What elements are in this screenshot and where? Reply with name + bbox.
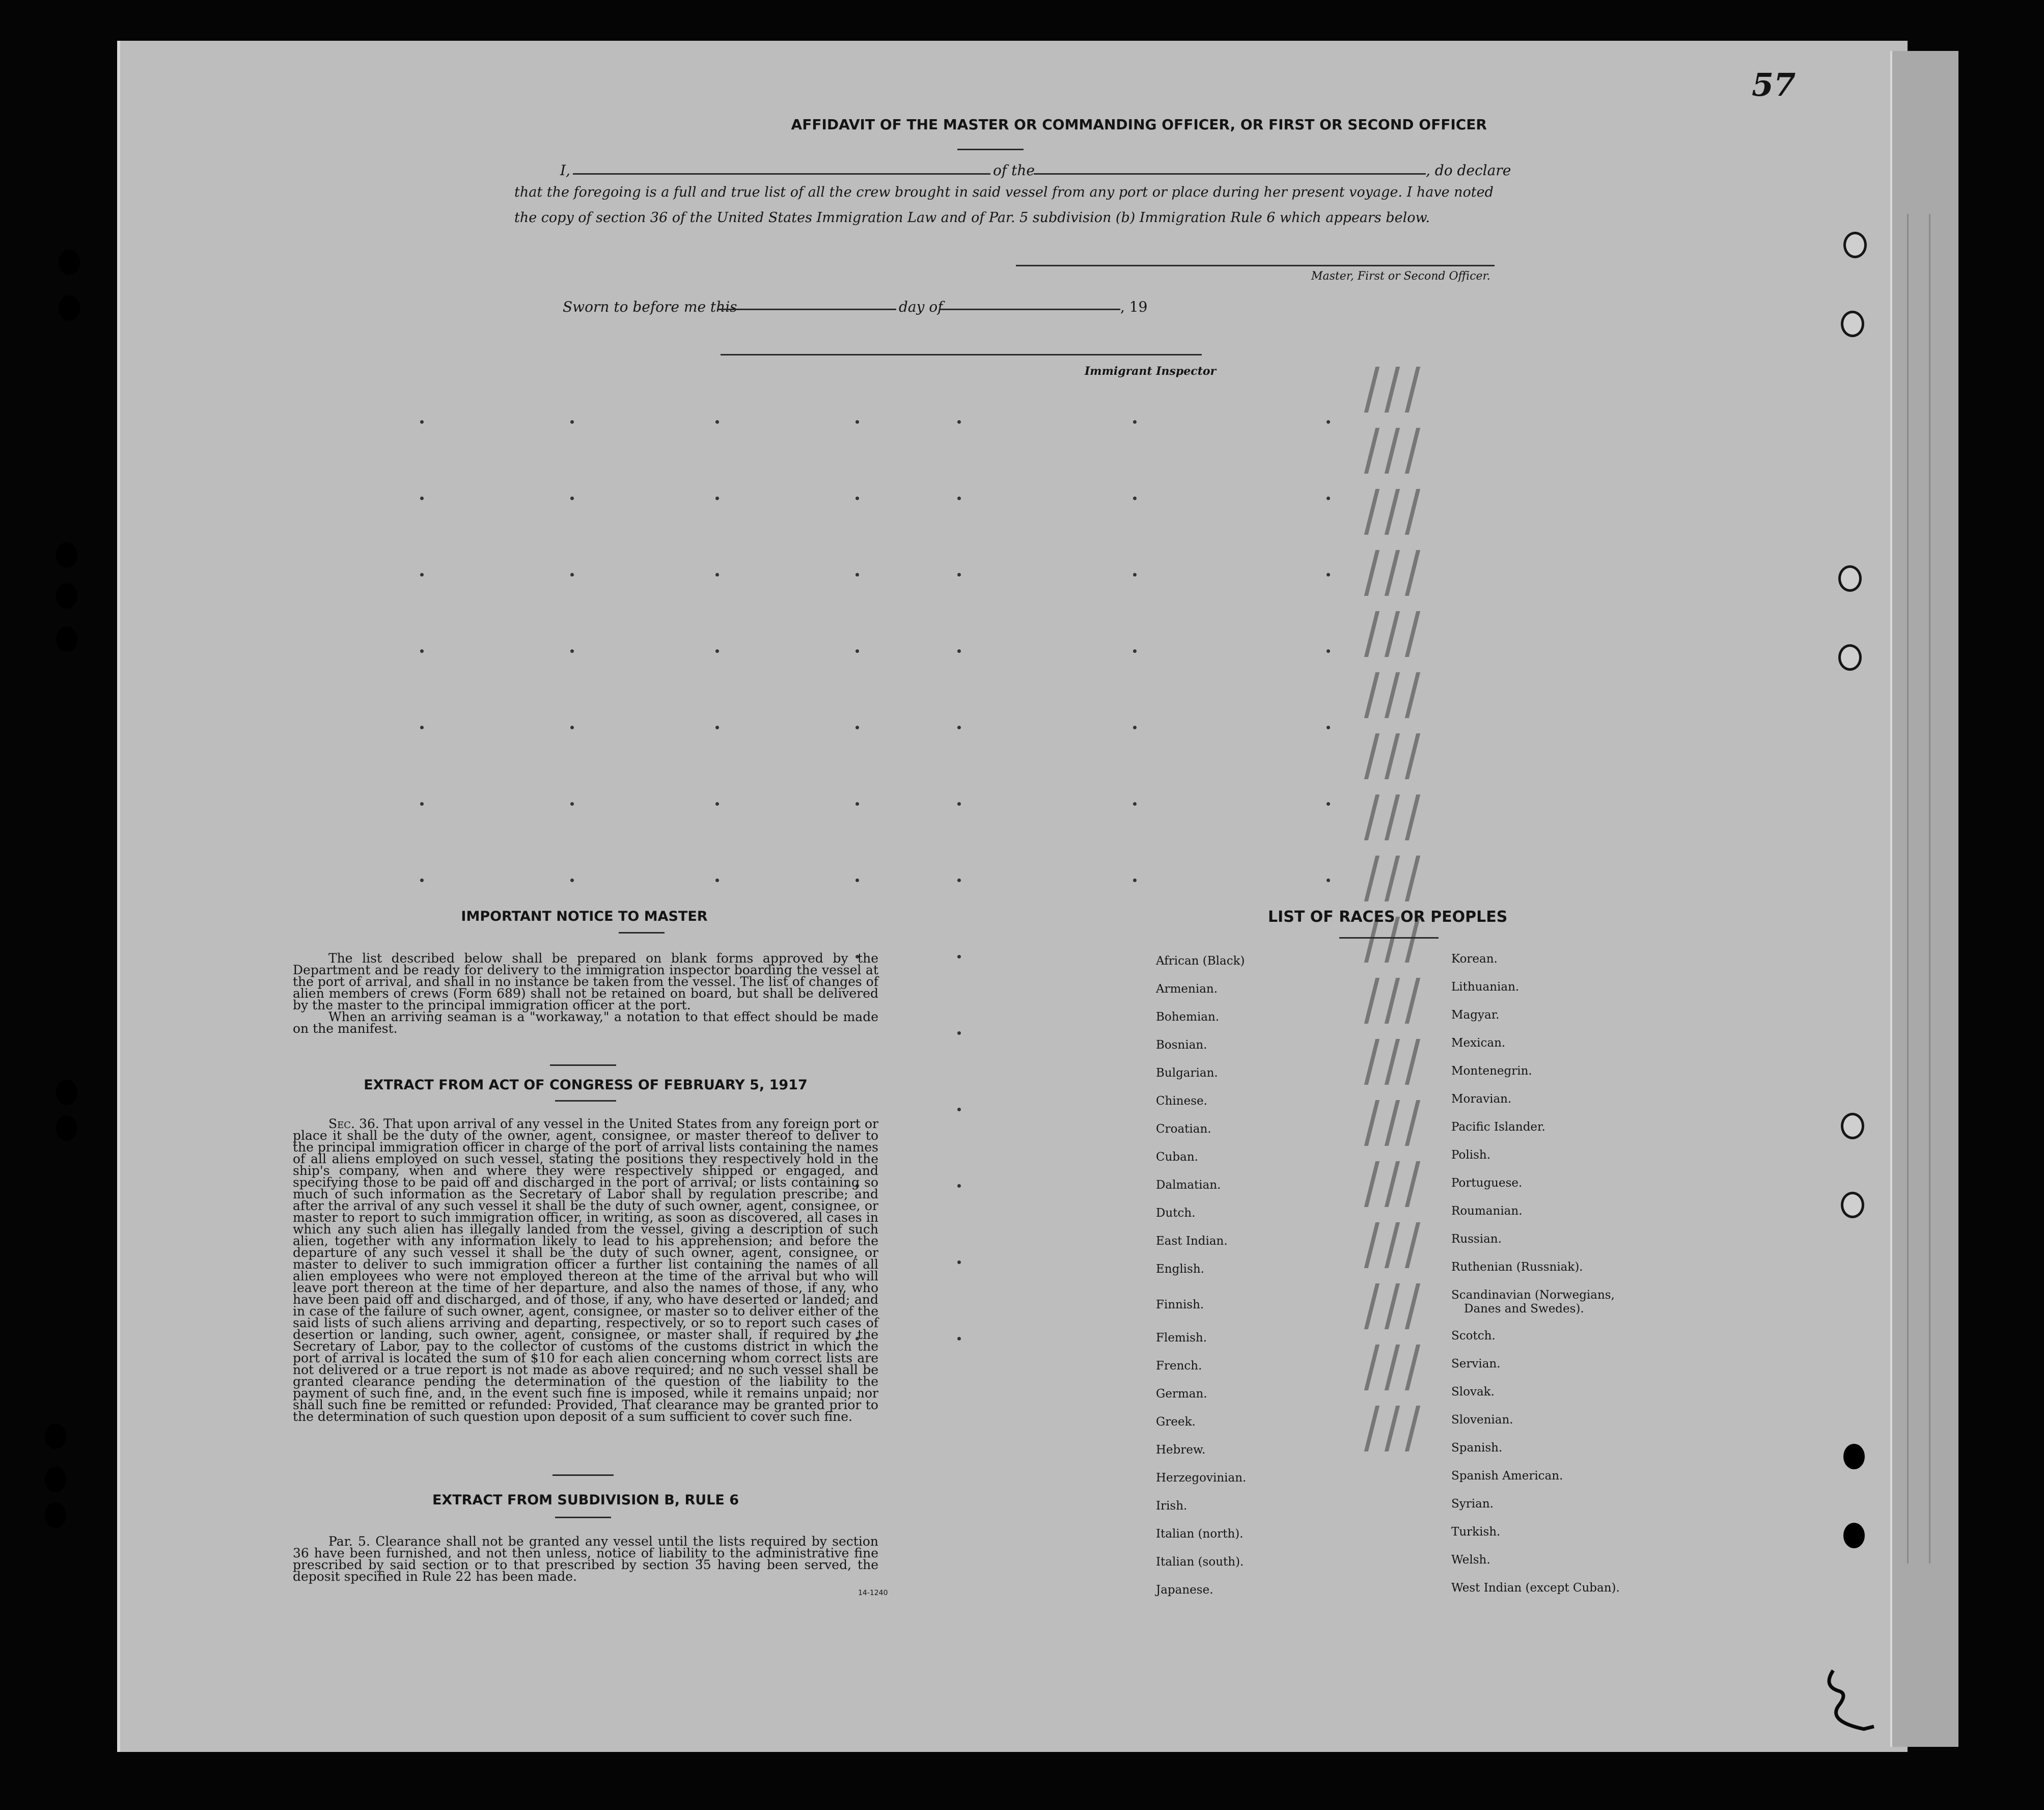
race-item: Montenegrin. (1451, 1064, 1532, 1078)
page-number: 57 (1752, 66, 1796, 103)
race-item: Finnish. (1156, 1298, 1204, 1311)
race-item: Bohemian. (1156, 1010, 1220, 1024)
race-item: Chinese. (1156, 1094, 1207, 1108)
signature-line[interactable] (1016, 265, 1495, 266)
race-item: Herzegovinian. (1156, 1471, 1247, 1485)
affidavit-i-label: I, (560, 162, 570, 179)
affidavit-heading: AFFIDAVIT OF THE MASTER OR COMMANDING OFFICER, OR FIRST OR SECOND OFFICER (791, 116, 1487, 133)
punch-hole (56, 1080, 77, 1105)
punch-hole (45, 1502, 66, 1528)
race-item: Polish. (1451, 1148, 1491, 1162)
race-item: Cuban. (1156, 1150, 1198, 1164)
race-item: Italian (south). (1156, 1555, 1244, 1569)
page-edge-strip (1907, 214, 1930, 1564)
race-item: Scandinavian (Norwegians, (1451, 1288, 1615, 1302)
sworn-day-of: day of (899, 298, 943, 315)
race-item: Italian (north). (1156, 1527, 1244, 1541)
punch-hole (1843, 1523, 1865, 1548)
race-item: Slovenian. (1451, 1413, 1513, 1427)
affidavit-do-declare: , do declare (1426, 162, 1511, 179)
binder-ring (1841, 1113, 1864, 1139)
race-item: Armenian. (1156, 982, 1218, 996)
notice-paragraph-2: When an arriving seaman is a "workaway," a notation to that effect should be made on the manifest. (293, 1009, 878, 1036)
signature-caption: Master, First or Second Officer. (1311, 270, 1490, 283)
race-item: Mexican. (1451, 1036, 1506, 1050)
race-item: Korean. (1451, 952, 1498, 966)
race-item: Bulgarian. (1156, 1066, 1218, 1080)
form-number: 14-1240 (858, 1589, 888, 1597)
race-item: Bosnian. (1156, 1038, 1207, 1052)
notice-heading: IMPORTANT NOTICE TO MASTER (461, 909, 708, 924)
extract-rule-body (293, 1535, 878, 1582)
race-item-continuation: Danes and Swedes). (1464, 1302, 1584, 1315)
extract-rule-text: Par. 5. Clearance shall not be granted any vessel until the lists required by section 36 have been furnished, and not then unless, notice of liability to the administrative fine prescribed by said section or to that prescribed by section 35 having been served, the deposit specified in Rule 22 has been made. (293, 1534, 878, 1584)
divider (555, 1100, 616, 1102)
divider (550, 1064, 616, 1066)
extract-act-body (293, 1118, 878, 1422)
affidavit-line-2: that the foregoing is a full and true list of all the crew brought in said vessel from any port or place during her present voyage. I have noted (514, 184, 1494, 200)
extract-act-text: That upon arrival of any vessel in the United States from any foreign port or place it shall be the duty of the owner, agent, consignee, or master thereof to deliver to the principal immigration officer in charge of the port of arrival lists containing the names of all aliens employed on such vessel, stating the positions they respectively hold in the ship's company, when and where they were respectively shipped or engaged, and specifying those to be paid off and discharged in the port of arrival; or lists containing so much of such information as the Secretary of Labor shall by regulation prescribe; and after the arrival of any such vessel it shall be the duty of such owner, agent, consignee, or master to report to such immigration officer, in writing, as soon as discovered, all cases in which any such alien has illegally landed from the vessel, giving a description of such alien, together with any information likely to lead to his apprehension; and before the departure of any such vessel it shall be the duty of such owner, agent, consignee, or master to deliver to such immigration officer a further list containing the names of all alien employees who were not employed thereon at the time of the arrival but who will leave port thereon at the time of her departure, and also the names of those, if any, who have been paid off and discharged, and of those, if any, who have deserted or landed; and in case of the failure of such owner, agent, consignee, or master so to deliver either of the said lists of such aliens arriving and departing, respectively, or so to report such cases of desertion or landing, such owner, agent, consignee, or master shall, if required by the Secretary of Labor, pay to the collector of customs of the customs district in which the port of arrival is located the sum of $10 for each alien concerning whom correct lists are not delivered or a true report is not made as above required; and no such vessel shall be granted clearance pending the determination of the question of the liability to the payment of such fine, and, in the event such fine is imposed, while it remains unpaid; nor shall such fine be remitted or refunded: Provided, That clearance may be granted prior to the determination of such question upon deposit of a sum sufficient to cover such fine. (293, 1116, 878, 1424)
races-heading: LIST OF RACES OR PEOPLES (1268, 908, 1508, 926)
race-item: Japanese. (1156, 1583, 1213, 1597)
race-item: Slovak. (1451, 1385, 1495, 1398)
race-item: French. (1156, 1359, 1202, 1373)
extract-rule-heading: EXTRACT FROM SUBDIVISION B, RULE 6 (432, 1492, 739, 1508)
race-item: Welsh. (1451, 1553, 1490, 1567)
race-item: Servian. (1451, 1357, 1501, 1370)
race-item: Spanish. (1451, 1441, 1503, 1455)
race-item: Pacific Islander. (1451, 1120, 1545, 1134)
race-item: English. (1156, 1263, 1204, 1276)
name-field[interactable] (573, 173, 990, 175)
race-item: Moravian. (1451, 1092, 1512, 1106)
race-item: Russian. (1451, 1232, 1502, 1246)
punch-hole (59, 295, 80, 321)
race-item: Flemish. (1156, 1331, 1207, 1345)
binder-ring (1841, 311, 1864, 337)
race-item: Croatian. (1156, 1122, 1211, 1136)
binder-ring (1841, 1192, 1864, 1218)
race-item: Greek. (1156, 1415, 1196, 1429)
race-item: West Indian (except Cuban). (1451, 1581, 1620, 1595)
punch-hole (56, 1115, 77, 1141)
race-item: German. (1156, 1387, 1207, 1401)
punch-hole (56, 626, 77, 652)
sworn-month-field[interactable] (940, 309, 1120, 310)
divider (619, 932, 665, 934)
affidavit-of-the-label: of the (993, 162, 1035, 179)
divider (553, 1474, 614, 1476)
race-item: Scotch. (1451, 1329, 1496, 1342)
divider (555, 1517, 611, 1518)
race-item: Magyar. (1451, 1008, 1500, 1022)
notice-body (293, 952, 878, 1034)
binder-ring (1838, 644, 1862, 671)
race-item: Irish. (1156, 1499, 1187, 1513)
race-item: Spanish American. (1451, 1469, 1563, 1483)
sworn-day-field[interactable] (718, 309, 896, 310)
race-item: African (Black) (1156, 954, 1245, 968)
punch-hole (45, 1423, 66, 1449)
race-item: Syrian. (1451, 1497, 1494, 1511)
punch-hole (59, 250, 80, 275)
race-item: Dutch. (1156, 1206, 1196, 1220)
race-item: Dalmatian. (1156, 1178, 1221, 1192)
race-item: Ruthenian (Russniak). (1451, 1260, 1583, 1274)
vessel-field[interactable] (1034, 173, 1426, 175)
binder-ring (1838, 565, 1862, 592)
race-item: Lithuanian. (1451, 980, 1520, 994)
race-item: Roumanian. (1451, 1204, 1523, 1218)
handwritten-mark (1818, 1665, 1884, 1737)
affidavit-line-3: the copy of section 36 of the United States Immigration Law and of Par. 5 subdivision (b) Immigration Rule 6 which appears below. (514, 210, 1430, 226)
race-item: Turkish. (1451, 1525, 1501, 1539)
divider (1339, 937, 1439, 939)
punch-hole (45, 1467, 66, 1492)
punch-hole (56, 583, 77, 609)
race-item: Portuguese. (1451, 1176, 1523, 1190)
sworn-year-prefix: , 19 (1120, 298, 1148, 315)
divider (957, 149, 1024, 150)
section-label: Sec. 36. (328, 1116, 379, 1131)
punch-hole (56, 542, 77, 568)
race-item: Hebrew. (1156, 1443, 1206, 1457)
inspector-signature-line[interactable] (721, 354, 1202, 355)
race-item: East Indian. (1156, 1235, 1228, 1248)
sworn-prefix: Sworn to before me this (563, 298, 737, 315)
binder-ring (1843, 232, 1867, 258)
extract-act-heading: EXTRACT FROM ACT OF CONGRESS OF FEBRUARY 5, 1917 (364, 1077, 808, 1093)
inspector-caption: Immigrant Inspector (1085, 365, 1217, 378)
notice-paragraph-1: The list described below shall be prepared on blank forms approved by the Department and be ready for delivery to the immigration inspector boarding the vessel at the port of arrival, and shall in no instance be taken from the vessel. The list of changes of alien members of crews (Form 689) shall not be retained on board, but shall be delivered by the master to the principal immigration officer at the port. (293, 951, 878, 1012)
punch-hole (1843, 1444, 1865, 1469)
